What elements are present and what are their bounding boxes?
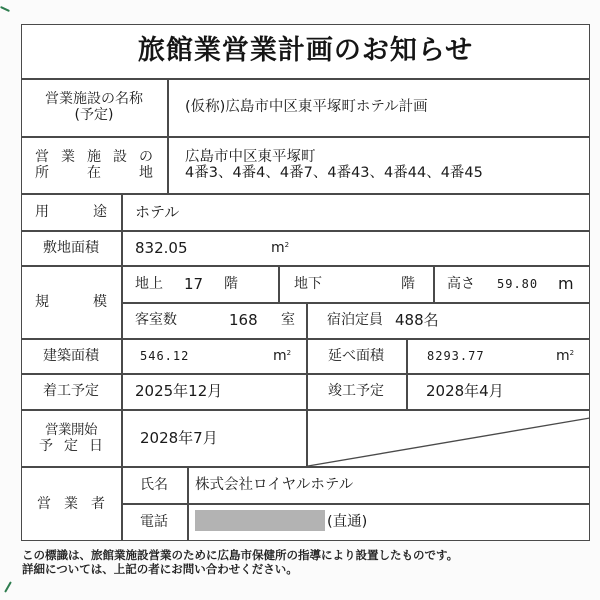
address-line-2: 4番3、4番4、4番7、4番43、4番44、4番45	[185, 164, 483, 181]
building-area-label: 建築面積	[43, 347, 99, 364]
location-value	[167, 136, 590, 193]
height-value: 59.80	[497, 276, 539, 291]
label-char: 在	[87, 164, 101, 181]
phone-direct-line-note: (直通)	[327, 514, 368, 530]
site-area-value	[121, 230, 590, 265]
site-area-label: 敷地面積	[43, 239, 99, 256]
capacity-value: 488名	[395, 311, 439, 329]
label-char: 日	[89, 437, 103, 454]
phone-label: 電話	[140, 514, 168, 530]
above-ground-label: 地上	[135, 275, 163, 292]
label-char: 予	[39, 437, 53, 454]
label-char: 地	[139, 164, 153, 181]
square-meter-unit: $m^2$	[271, 239, 290, 256]
above-ground-floors	[121, 265, 278, 302]
operator-label	[21, 466, 121, 541]
facility-name-value: (仮称)広島市中区東平塚町ホテル計画	[185, 99, 428, 115]
corner-tie-bottom-left	[4, 581, 12, 592]
label-char: 業	[64, 495, 78, 512]
above-ground-unit: 階	[224, 275, 238, 292]
operator-name-label: 氏名	[140, 476, 168, 493]
label-char: 模	[93, 293, 107, 310]
completion-value: 2028年4月	[426, 382, 504, 400]
label-char: 所	[35, 164, 49, 181]
label-char: 営	[35, 148, 49, 165]
height-unit: m	[558, 273, 574, 293]
construction-start-value: 2025年12月	[135, 382, 223, 400]
site-area-number: 832.05	[135, 238, 188, 257]
rooms-unit: 室	[281, 312, 295, 328]
corner-tie-top-left	[0, 6, 10, 12]
guest-capacity	[306, 302, 590, 338]
room-count	[121, 302, 306, 338]
square-meter-unit: $m^2$	[273, 347, 292, 364]
construction-start-label: 着工予定	[43, 383, 99, 399]
completion-label: 竣工予定	[328, 383, 384, 399]
opening-date-label	[21, 409, 121, 466]
redacted-phone-number	[195, 510, 325, 531]
address-line-1: 広島市中区東平塚町	[185, 148, 316, 165]
location-label	[21, 136, 167, 193]
footer-line-1: この標識は、旅館業施設営業のために広島市保健所の指導により設置したものです。	[22, 548, 459, 562]
use-label	[21, 193, 121, 230]
rooms-label: 客室数	[135, 312, 177, 328]
building-area-value	[121, 338, 306, 373]
scale-label	[21, 265, 121, 338]
page-title: 旅館業営業計画のお知らせ	[137, 35, 474, 66]
square-meter-unit: $m^2$	[556, 347, 575, 364]
use-value: ホテル	[135, 202, 180, 221]
opening-date-value: 2028年7月	[140, 428, 218, 447]
below-ground-floors	[278, 265, 433, 302]
rooms-value: 168	[229, 311, 258, 329]
footer-line-2: 詳細については、上記の者にお問い合わせください。	[22, 562, 298, 576]
facility-name-label	[21, 78, 167, 136]
label-char: 者	[91, 495, 105, 512]
label-text: 営業開始	[45, 421, 97, 438]
label-char: 用	[35, 203, 49, 220]
label-char: 施	[87, 148, 101, 165]
building-area-number: 546.12	[140, 348, 190, 363]
label-char: 途	[93, 203, 107, 220]
empty-cell-diagonal	[306, 409, 590, 467]
total-floor-area-label: 延べ面積	[328, 347, 384, 364]
operator-name-value: 株式会社ロイヤルホテル	[195, 476, 354, 493]
label-char: 設	[113, 148, 127, 165]
label-char: 業	[61, 148, 75, 165]
total-floor-area-number: 8293.77	[427, 348, 485, 363]
label-char: 規	[35, 293, 49, 310]
label-text: (予定)	[74, 107, 114, 123]
height-label: 高さ	[447, 275, 475, 292]
label-char: 定	[64, 437, 78, 454]
label-text: 営業施設の名称	[45, 91, 143, 107]
capacity-label: 宿泊定員	[327, 312, 383, 328]
below-ground-label: 地下	[294, 275, 322, 292]
total-floor-area-value	[406, 338, 590, 373]
label-char: の	[139, 148, 153, 165]
below-ground-unit: 階	[401, 275, 415, 292]
building-height	[433, 265, 590, 302]
label-char: 営	[37, 495, 51, 512]
footer-notice	[22, 548, 458, 576]
above-ground-value: 17	[184, 274, 204, 293]
